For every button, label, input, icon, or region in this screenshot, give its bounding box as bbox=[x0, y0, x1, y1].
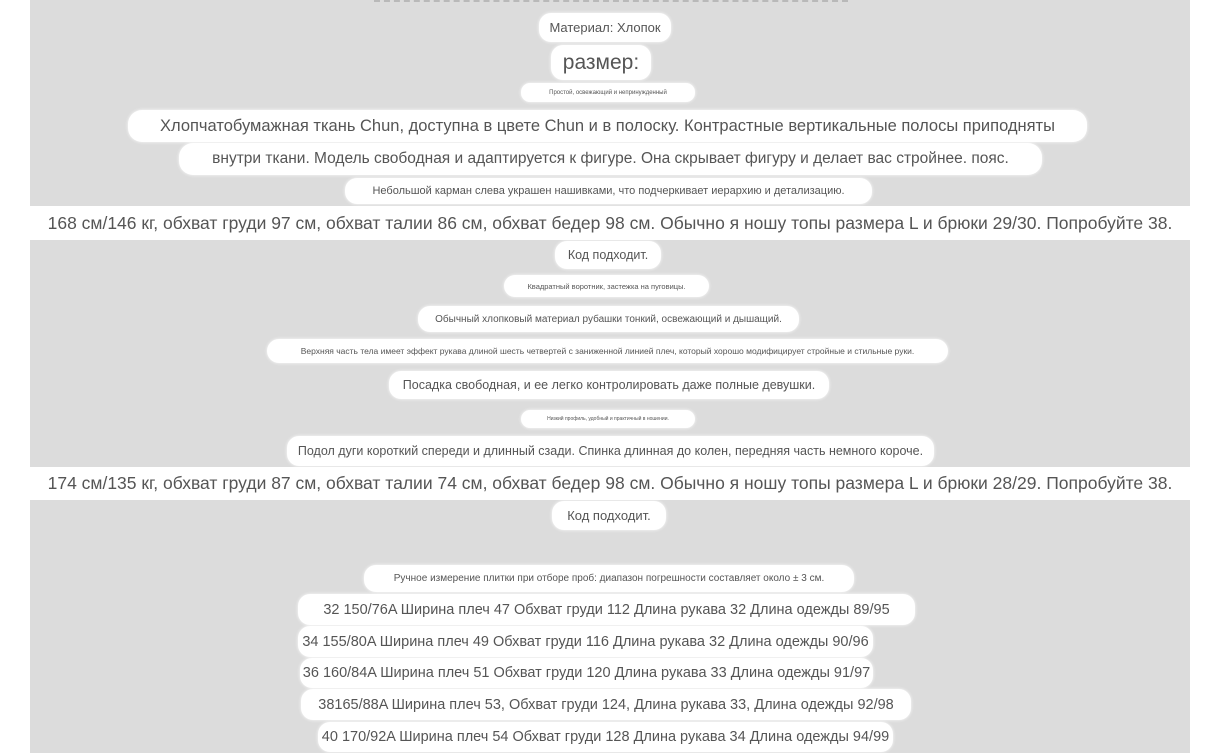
model-1-stats: 168 см/146 кг, обхват груди 97 см, обхват талии 86 см, обхват бедер 98 см. Обычно я ношу топы размера L и брюки 29/30. Попробуйте 38. bbox=[30, 206, 1190, 240]
low-profile-note: Низкий профиль, удобный и практичный в ношении. bbox=[521, 410, 695, 428]
size-row: 32 150/76A Ширина плеч 47 Обхват груди 112 Длина рукава 32 Длина одежды 89/95 bbox=[298, 594, 915, 625]
description-line-1: Хлопчатобумажная ткань Chun, доступна в цвете Chun и в полоску. Контрастные вертикальные полосы приподняты bbox=[128, 110, 1087, 142]
hem-note: Подол дуги короткий спереди и длинный сзади. Спинка длинная до колен, передняя часть немного короче. bbox=[287, 436, 934, 466]
model-1-fit: Код подходит. bbox=[555, 241, 661, 269]
size-row: 36 160/84A Ширина плеч 51 Обхват груди 120 Длина рукава 33 Длина одежды 91/97 bbox=[300, 658, 873, 688]
pocket-note: Небольшой карман слева украшен нашивками, что подчеркивает иерархию и детализацию. bbox=[345, 178, 872, 204]
measure-note: Ручное измерение плитки при отборе проб: диапазон погрешности составляет около ± 3 см. bbox=[364, 565, 854, 592]
size-heading: размер: bbox=[551, 45, 651, 80]
sleeve-note: Верхняя часть тела имеет эффект рукава длиной шесть четвертей с заниженной линией плеч, который хорошо модифицирует стройные и стильные руки. bbox=[267, 339, 948, 363]
tagline: Простой, освежающий и непринужденный bbox=[521, 83, 695, 102]
material-label: Материал: Хлопок bbox=[539, 13, 671, 42]
fabric-note: Обычный хлопковый материал рубашки тонкий, освежающий и дышащий. bbox=[418, 306, 799, 332]
collar-note: Квадратный воротник, застежка на пуговицы. bbox=[504, 275, 709, 297]
dashed-divider bbox=[374, 0, 848, 2]
model-2-fit: Код подходит. bbox=[552, 501, 666, 530]
description-line-2: внутри ткани. Модель свободная и адаптируется к фигуре. Она скрывает фигуру и делает вас стройнее. пояс. bbox=[179, 143, 1042, 175]
fit-note: Посадка свободная, и ее легко контролировать даже полные девушки. bbox=[389, 371, 829, 399]
size-row: 38165/88A Ширина плеч 53, Обхват груди 124, Длина рукава 33, Длина одежды 92/98 bbox=[301, 689, 911, 720]
size-row: 40 170/92A Ширина плеч 54 Обхват груди 128 Длина рукава 34 Длина одежды 94/99 bbox=[318, 722, 893, 752]
model-2-stats: 174 см/135 кг, обхват груди 87 см, обхват талии 74 см, обхват бедер 98 см. Обычно я ношу топы размера L и брюки 28/29. Попробуйте 38. bbox=[30, 467, 1190, 500]
size-row: 34 155/80A Ширина плеч 49 Обхват груди 116 Длина рукава 32 Длина одежды 90/96 bbox=[298, 626, 873, 657]
